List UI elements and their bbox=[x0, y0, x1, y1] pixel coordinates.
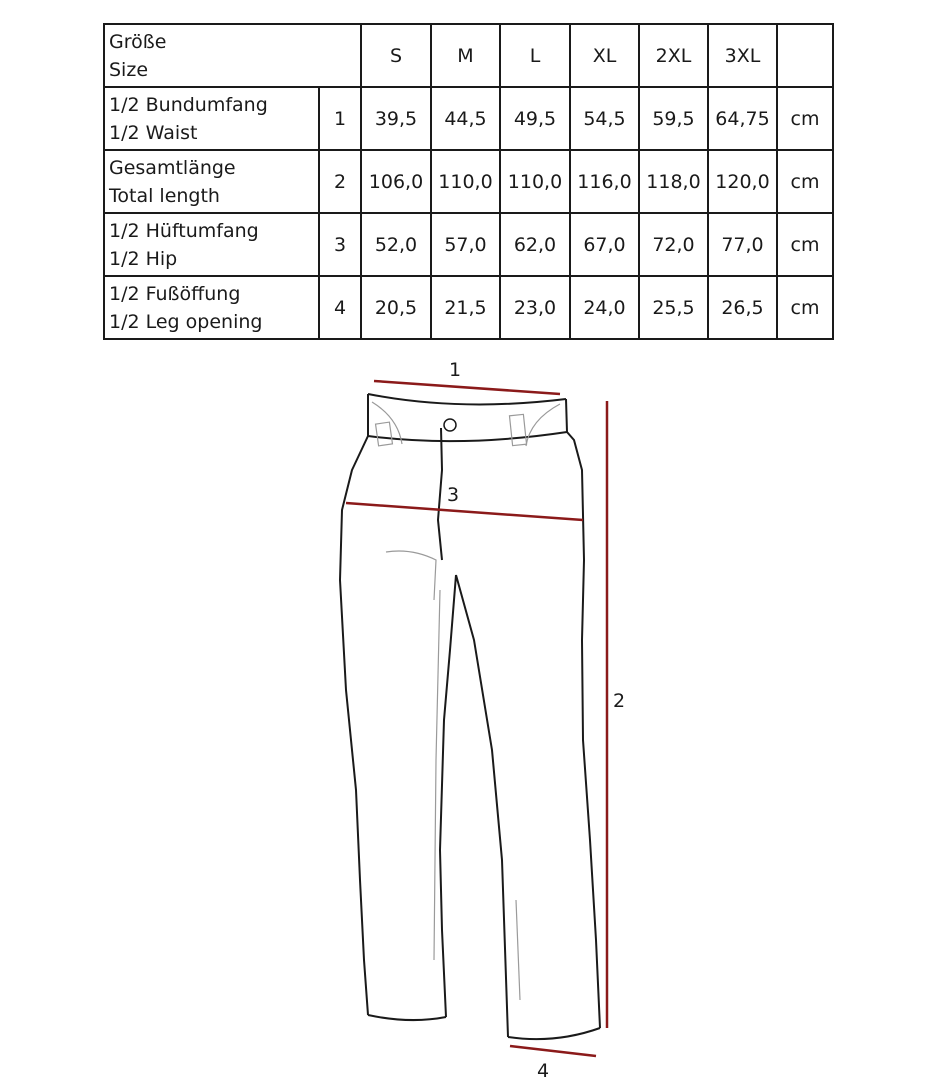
fly-seam bbox=[438, 428, 442, 560]
hip-measure-line bbox=[346, 503, 583, 520]
value-cell: 49,5 bbox=[500, 87, 570, 150]
knee-fold bbox=[516, 900, 520, 1000]
leg-opening-measure-line bbox=[510, 1046, 596, 1056]
value-cell: 64,75 bbox=[708, 87, 777, 150]
size-header-xl: XL bbox=[570, 24, 639, 87]
row-label-en: 1/2 Hip bbox=[109, 247, 178, 270]
row-number: 2 bbox=[319, 150, 361, 213]
header-label-de: Größe bbox=[109, 30, 167, 53]
row-label-en: Total length bbox=[109, 184, 220, 207]
value-cell: 44,5 bbox=[431, 87, 500, 150]
right-hem bbox=[508, 1028, 600, 1039]
left-hem bbox=[368, 1015, 446, 1020]
row-number: 4 bbox=[319, 276, 361, 339]
left-outer-seam bbox=[340, 394, 368, 1015]
value-cell: 26,5 bbox=[708, 276, 777, 339]
measurement-lines bbox=[346, 381, 607, 1056]
value-cell: 39,5 bbox=[361, 87, 431, 150]
value-cell: 57,0 bbox=[431, 213, 500, 276]
value-cell: 20,5 bbox=[361, 276, 431, 339]
waistband-bottom bbox=[368, 432, 567, 441]
right-inseam bbox=[456, 575, 508, 1037]
value-cell: 72,0 bbox=[639, 213, 708, 276]
row-label-de: 1/2 Hüftumfang bbox=[109, 219, 259, 242]
size-header-3xl: 3XL bbox=[708, 24, 777, 87]
unit-cell: cm bbox=[777, 150, 833, 213]
leg-opening-measure-label: 4 bbox=[537, 1060, 550, 1082]
belt-loop-left bbox=[376, 422, 393, 446]
size-header-m: M bbox=[431, 24, 500, 87]
value-cell: 59,5 bbox=[639, 87, 708, 150]
value-cell: 62,0 bbox=[500, 213, 570, 276]
value-cell: 52,0 bbox=[361, 213, 431, 276]
value-cell: 25,5 bbox=[639, 276, 708, 339]
size-header-s: S bbox=[361, 24, 431, 87]
pocket-right bbox=[526, 404, 560, 446]
unit-cell: cm bbox=[777, 276, 833, 339]
row-label-de: 1/2 Bundumfang bbox=[109, 93, 268, 116]
belt-loop-right bbox=[509, 414, 526, 445]
size-header-l: L bbox=[500, 24, 570, 87]
crease-left bbox=[386, 551, 436, 600]
left-inseam bbox=[440, 575, 456, 1017]
row-label-en: 1/2 Leg opening bbox=[109, 310, 263, 333]
crease-inner bbox=[434, 590, 440, 960]
row-number: 3 bbox=[319, 213, 361, 276]
value-cell: 116,0 bbox=[570, 150, 639, 213]
header-label-en: Size bbox=[109, 58, 149, 81]
value-cell: 23,0 bbox=[500, 276, 570, 339]
size-header-2xl: 2XL bbox=[639, 24, 708, 87]
value-cell: 118,0 bbox=[639, 150, 708, 213]
value-cell: 54,5 bbox=[570, 87, 639, 150]
row-label-de: Gesamtlänge bbox=[109, 156, 236, 179]
value-cell: 110,0 bbox=[431, 150, 500, 213]
row-label-en: 1/2 Waist bbox=[109, 121, 198, 144]
value-cell: 120,0 bbox=[708, 150, 777, 213]
unit-cell: cm bbox=[777, 87, 833, 150]
value-cell: 110,0 bbox=[500, 150, 570, 213]
unit-cell: cm bbox=[777, 213, 833, 276]
waist-button-icon bbox=[444, 419, 456, 431]
value-cell: 106,0 bbox=[361, 150, 431, 213]
value-cell: 67,0 bbox=[570, 213, 639, 276]
pants-details bbox=[372, 402, 560, 1000]
length-measure-label: 2 bbox=[613, 690, 626, 712]
row-label-de: 1/2 Fußöffung bbox=[109, 282, 241, 305]
value-cell: 21,5 bbox=[431, 276, 500, 339]
value-cell: 77,0 bbox=[708, 213, 777, 276]
waist-measure-label: 1 bbox=[449, 359, 462, 381]
pants-outline bbox=[340, 394, 600, 1039]
waistband-top bbox=[368, 394, 566, 404]
waist-measure-line bbox=[374, 381, 560, 394]
hip-measure-label: 3 bbox=[447, 484, 460, 506]
right-outer-seam bbox=[566, 399, 600, 1028]
row-number: 1 bbox=[319, 87, 361, 150]
value-cell: 24,0 bbox=[570, 276, 639, 339]
